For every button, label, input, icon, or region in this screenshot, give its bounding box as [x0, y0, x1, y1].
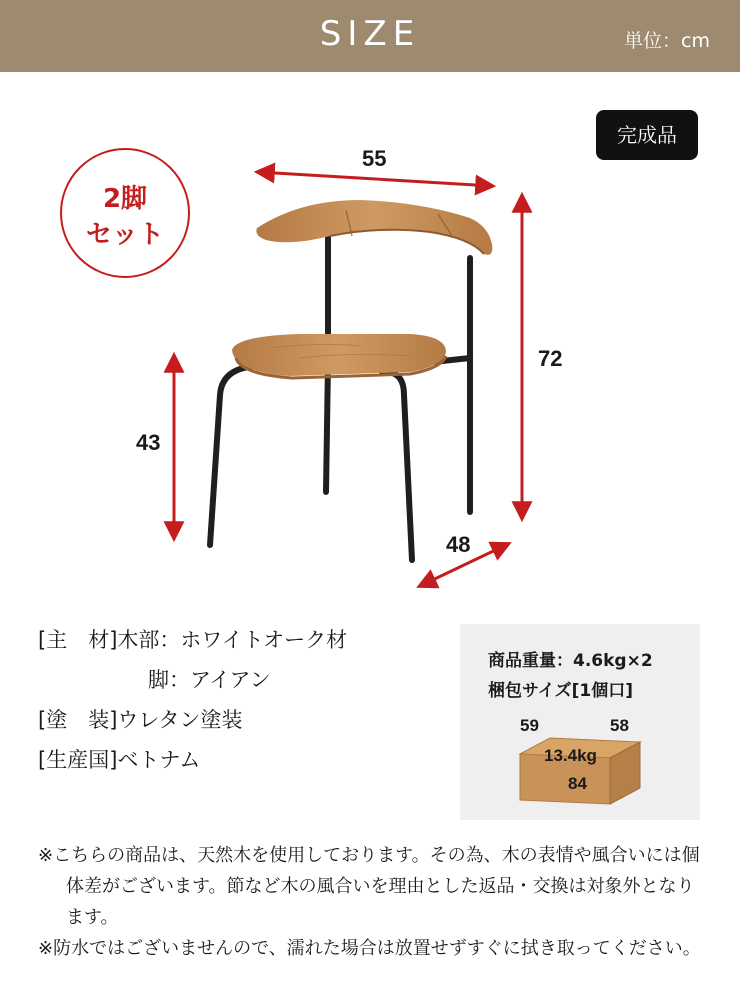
height-dimension: 72 [538, 346, 563, 371]
box-height-value: 84 [568, 774, 587, 793]
unit-label: 単位：cm [624, 30, 710, 52]
chair-seat [232, 334, 446, 378]
spec-main-material [38, 624, 347, 654]
spec-finish-key: [塗 装] [38, 708, 118, 732]
product-weight-label: 商品重量：4.6kg×2 [488, 651, 653, 671]
notes-section [38, 840, 708, 964]
spec-leg-value: 脚：アイアン [148, 668, 271, 692]
seat-height-dimension: 43 [136, 430, 161, 455]
box-weight-value: 13.4kg [544, 746, 597, 765]
spec-main-value: 木部：ホワイトオーク材 [117, 628, 348, 652]
note-not-waterproof: ※防水ではございませんので、濡れた場合は放置せずすぐに拭き取ってください。 [38, 938, 701, 959]
box-width-value: 59 [520, 716, 539, 735]
spec-finish [38, 704, 243, 734]
depth-dimension: 48 [446, 532, 471, 557]
header-bar [0, 0, 740, 72]
spec-origin-key: [生産国] [38, 748, 118, 772]
spec-finish-value: ウレタン塗装 [117, 708, 243, 732]
spec-origin [38, 744, 200, 774]
width-dimension: 55 [362, 146, 387, 171]
cardboard-box-icon [510, 732, 650, 808]
page-title: SIZE [319, 14, 421, 54]
note-natural-wood: ※こちらの商品は、天然木を使用しております。その為、木の表情や風合いには個体差がございます。節など木の風合いを理由とした返品・交換は対象外となります。 [38, 845, 700, 928]
spec-main-key: [主 材] [38, 628, 118, 652]
chair-backrest [256, 200, 492, 255]
complete-badge: 完成品 [596, 110, 698, 160]
set-badge-line1: 2脚 [102, 184, 148, 214]
package-info-box [460, 624, 700, 820]
box-depth-value: 58 [610, 716, 629, 735]
chair-legs [210, 238, 470, 560]
spec-origin-value: ベトナム [117, 748, 201, 772]
set-badge-line2: セット [85, 220, 164, 250]
package-size-label: 梱包サイズ[1個口] [488, 681, 634, 701]
spec-leg-material [148, 664, 271, 694]
